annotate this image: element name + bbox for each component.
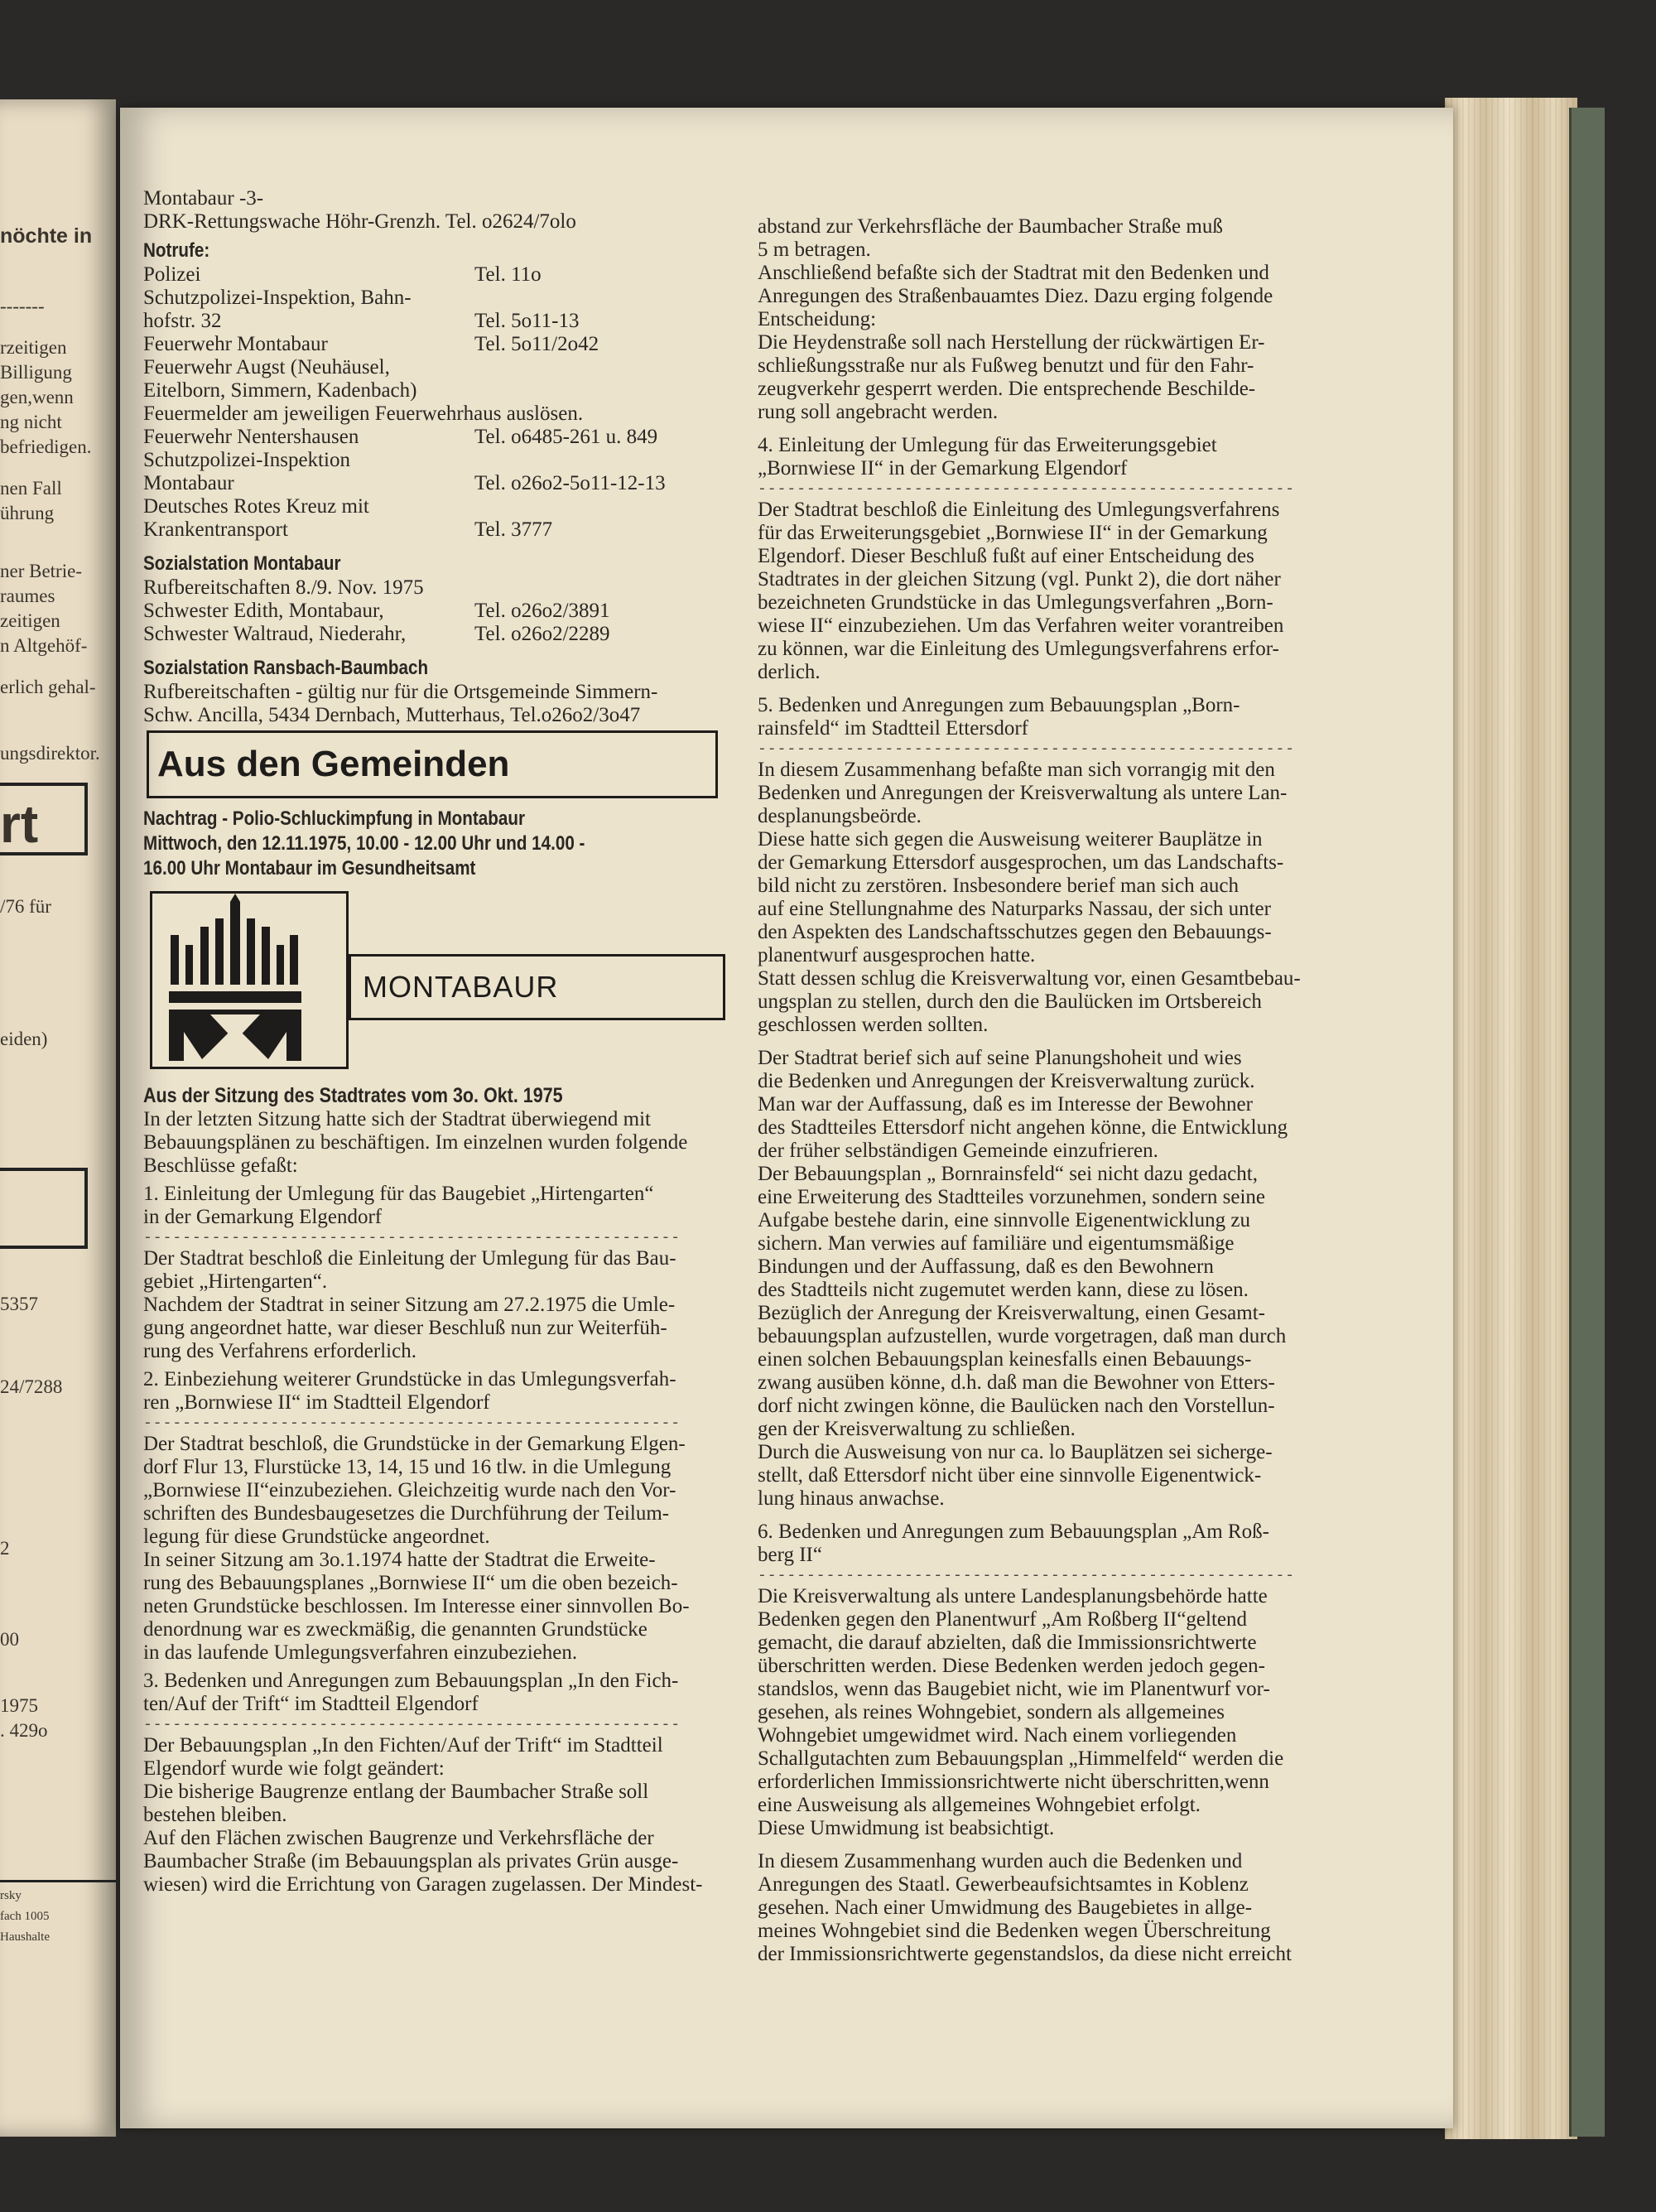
text-line: stellt, daß Ettersdorf nicht über eine sinnvolle Eigenentwick- xyxy=(758,1464,1262,1487)
section-title: Aus den Gemeinden xyxy=(157,744,510,784)
item1-body xyxy=(143,1247,773,1363)
left-page-fragment: rzeitigen xyxy=(0,337,67,358)
sozialstation-ransbach-list xyxy=(143,681,773,727)
contact-label: Feuerwehr Nentershausen xyxy=(143,426,359,448)
text-line: Bedenken gegen den Planentwurf „Am Roßberg II“geltend xyxy=(758,1608,1248,1631)
item-title-line: rainsfeld“ im Stadtteil Ettersdorf xyxy=(758,717,1028,740)
left-page-fragment: nöchte in xyxy=(0,224,93,248)
left-page-fragment: ungsdirektor. xyxy=(0,743,100,764)
item-title-line: 3. Bedenken und Anregungen zum Bebauungsplan „In den Fich- xyxy=(143,1670,679,1692)
text-line: des Stadtteils nicht zugemutet werden kann, diese zu lösen. xyxy=(758,1279,1249,1301)
item4-title xyxy=(758,434,1366,480)
text-line: Der Stadtrat beschloß die Einleitung des Umlegungsverfahrens xyxy=(758,499,1280,521)
item2-body xyxy=(143,1433,773,1665)
item-title-line: ren „Bornwiese II“ im Stadtteil Elgendorf xyxy=(143,1391,490,1414)
divider: ------------------------------------------------------- xyxy=(758,741,1296,758)
notice-line: 16.00 Uhr Montabaur im Gesundheitsamt xyxy=(143,857,476,879)
text-line: Schw. Ancilla, 5434 Dernbach, Mutterhaus, Tel.o26o2/3o47 xyxy=(143,704,641,726)
phone-number: Tel. 5o11-13 xyxy=(474,310,580,332)
text-line: Bezüglich der Anregung der Kreisverwaltung, einen Gesamt- xyxy=(758,1302,1265,1324)
contact-label: Feuerwehr Augst (Neuhäusel, xyxy=(143,356,390,378)
contact-row xyxy=(143,600,773,623)
town-name: MONTABAUR xyxy=(363,970,559,1004)
item-title-line: 5. Bedenken und Anregungen zum Bebauungsplan „Born- xyxy=(758,694,1240,716)
text-line: Wohngebiet umgewidmet wird. Nach einem vorliegenden xyxy=(758,1724,1237,1747)
town-name-box xyxy=(349,954,725,1020)
text-line: bebauungsplan aufzustellen, wurde vorgetragen, daß man durch xyxy=(758,1325,1287,1347)
notrufe-heading: Notrufe: xyxy=(143,239,210,262)
notrufe-list xyxy=(143,263,773,542)
left-page-fragment: . 429o xyxy=(0,1720,48,1741)
text-line: gen der Kreisverwaltung zu schließen. xyxy=(758,1418,1076,1440)
text-line: meines Wohngebiet sind die Bedenken wegen Überschreitung xyxy=(758,1920,1271,1942)
text-line: zu können, war die Einleitung des Umlegungsverfahrens erfor- xyxy=(758,638,1279,660)
text-line: überschritten werden. Diese Bedenken werden jedoch gegen- xyxy=(758,1655,1265,1677)
text-line: wiesen) wird die Errichtung von Garagen zugelassen. Der Mindest- xyxy=(143,1873,703,1896)
text-line: 5 m betragen. xyxy=(758,239,871,261)
phone-number: Tel. 5o11/2o42 xyxy=(474,333,599,355)
text-line: dorf Flur 13, Flurstücke 13, 14, 15 und 16 tlw. in die Umlegung xyxy=(143,1456,672,1478)
castle-logo-icon xyxy=(152,894,346,1067)
page-header xyxy=(143,187,773,234)
sitzung-heading: Aus der Sitzung des Stadtrates vom 3o. Okt. 1975 xyxy=(143,1084,563,1107)
contact-label: Feuermelder am jeweiligen Feuerwehrhaus auslösen. xyxy=(143,402,584,425)
item2-title xyxy=(143,1368,773,1414)
text-line: legung für diese Grundstücke angeordnet. xyxy=(143,1525,490,1548)
contact-row xyxy=(143,287,773,310)
divider: ------------------------------------------------------- xyxy=(758,481,1296,498)
phone-number: Tel. 11o xyxy=(474,263,542,286)
item-title-line: „Bornwiese II“ in der Gemarkung Elgendorf xyxy=(758,457,1128,480)
left-column xyxy=(143,187,773,1896)
text-line: bild nicht zu zerstören. Insbesondere berief man sich auch xyxy=(758,875,1240,897)
item5-body-part1 xyxy=(758,759,1366,1037)
item-title-line: berg II“ xyxy=(758,1544,822,1566)
item3-body xyxy=(143,1734,773,1896)
text-line: Der Stadtrat beschloß, die Grundstücke in der Gemarkung Elgen- xyxy=(143,1433,686,1455)
text-line: Stadtrates in der gleichen Sitzung (vgl. Punkt 2), die dort näher xyxy=(758,568,1281,590)
text-line: der Gemarkung Ettersdorf ausgesprochen, um das Landschafts- xyxy=(758,851,1284,874)
text-line: abstand zur Verkehrsfläche der Baumbacher Straße muß xyxy=(758,215,1223,238)
header-line: DRK-Rettungswache Höhr-Grenzh. Tel. o2624/7olo xyxy=(143,210,576,233)
left-page-fragment: 24/7288 xyxy=(0,1376,63,1397)
town-logo xyxy=(150,891,349,1069)
contact-label: Schwester Waltraud, Niederahr, xyxy=(143,623,407,645)
text-line: Der Stadtrat beschloß die Einleitung der Umlegung für das Bau- xyxy=(143,1247,676,1270)
left-page-rule xyxy=(0,1880,116,1882)
page-stack-edge xyxy=(1445,98,1577,2139)
text-line: Aufgabe bestehe darin, eine sinnvolle Eigenentwicklung zu xyxy=(758,1209,1250,1231)
contact-row xyxy=(143,333,773,356)
sozialstation-montabaur-heading: Sozialstation Montabaur xyxy=(143,552,341,575)
text-line: neten Grundstücke beschlossen. Im Interesse einer sinnvollen Bo- xyxy=(143,1595,690,1617)
left-page-fragment: ner Betrie- xyxy=(0,561,82,581)
text-line: rung soll angebracht werden. xyxy=(758,401,999,423)
text-line: zwang ausüben könne, d.h. daß man die Bewohner von Etters- xyxy=(758,1371,1275,1394)
phone-number: Tel. o26o2-5o11-12-13 xyxy=(474,472,666,494)
left-page-fragment: eiden) xyxy=(0,1029,48,1049)
text-line: Anregungen des Straßenbauamtes Diez. Dazu erging folgende xyxy=(758,285,1273,307)
text-line: sichern. Man verwies auf familiäre und eigentumsmäßige xyxy=(758,1232,1235,1255)
text-line: für das Erweiterungsgebiet „Bornwiese II“ in der Gemarkung xyxy=(758,522,1268,544)
contact-label: Schutzpolizei-Inspektion, Bahn- xyxy=(143,287,412,309)
item6-title xyxy=(758,1520,1366,1567)
left-page-fragment: ------- xyxy=(0,296,45,316)
text-line: Der Stadtrat berief sich auf seine Planungshoheit und wies xyxy=(758,1047,1242,1069)
contact-row xyxy=(143,518,773,542)
contact-label: Montabaur xyxy=(143,472,234,494)
item-title-line: 2. Einbeziehung weiterer Grundstücke in das Umlegungsverfah- xyxy=(143,1368,676,1390)
text-line: Die Kreisverwaltung als untere Landesplanungsbehörde hatte xyxy=(758,1585,1268,1607)
text-line: auf eine Stellungnahme des Naturparks Nassau, der sich unter xyxy=(758,898,1271,920)
text-line: Die Heydenstraße soll nach Herstellung der rückwärtigen Er- xyxy=(758,331,1265,354)
item-title-line: 4. Einleitung der Umlegung für das Erweiterungsgebiet xyxy=(758,434,1217,456)
item1-title xyxy=(143,1183,773,1229)
left-page-fragment: befriedigen. xyxy=(0,436,92,457)
sozialstation-montabaur-list xyxy=(143,576,773,646)
left-page-fragment: Billigung xyxy=(0,362,72,383)
text-line: Nachdem der Stadtrat in seiner Sitzung am 27.2.1975 die Umle- xyxy=(143,1294,676,1316)
text-line: erforderlichen Immissionsrichtwerte nicht überschritten,wenn xyxy=(758,1771,1269,1793)
text-line: die Bedenken und Anregungen der Kreisverwaltung zurück. xyxy=(758,1070,1255,1092)
contact-row xyxy=(143,379,773,402)
divider: ------------------------------------------------------- xyxy=(143,1717,681,1733)
item-title-line: 1. Einleitung der Umlegung für das Baugebiet „Hirtengarten“ xyxy=(143,1183,654,1205)
phone-number: Tel. 3777 xyxy=(474,518,553,541)
text-line: Elgendorf. Dieser Beschluß fußt auf einer Entscheidung des xyxy=(758,545,1254,567)
item6-body-part1 xyxy=(758,1585,1366,1840)
text-line: gung angeordnet hatte, war dieser Beschluß nun zur Weiterfüh- xyxy=(143,1317,667,1339)
text-line: In diesem Zusammenhang befaßte man sich vorrangig mit den xyxy=(758,759,1275,781)
text-line: Anschließend befaßte sich der Stadtrat mit den Bedenken und xyxy=(758,262,1269,284)
left-page-fragment: Haushalte xyxy=(0,1930,50,1944)
contact-row xyxy=(143,402,773,426)
text-line: ungsplan zu stellen, durch den die Baulücken im Ortsbereich xyxy=(758,990,1262,1013)
left-page-fragment: n Altgehöf- xyxy=(0,635,88,656)
header-line: Montabaur -3- xyxy=(143,187,264,210)
item3-title xyxy=(143,1670,773,1716)
left-page-fragment: raumes xyxy=(0,586,55,606)
left-page-fragment: rsky xyxy=(0,1889,22,1902)
text-line: „Bornwiese II“einzubeziehen. Gleichzeitig wurde nach den Vor- xyxy=(143,1479,676,1501)
left-page-fragment: gen,wenn xyxy=(0,387,74,407)
item-title-line: 6. Bedenken und Anregungen zum Bebauungsplan „Am Roß- xyxy=(758,1520,1269,1543)
text-line: In seiner Sitzung am 3o.1.1974 hatte der Stadtrat die Erweite- xyxy=(143,1549,656,1571)
text-line: Bindungen und der Auffassung, daß es den Bewohnern xyxy=(758,1255,1214,1278)
phone-number: Tel. o6485-261 u. 849 xyxy=(474,426,658,448)
contact-label: Eitelborn, Simmern, Kadenbach) xyxy=(143,379,417,402)
notice-line: Nachtrag - Polio-Schluckimpfung in Montabaur xyxy=(143,807,525,830)
divider: ------------------------------------------------------- xyxy=(143,1415,681,1432)
text-line: Auf den Flächen zwischen Baugrenze und Verkehrsfläche der xyxy=(143,1827,654,1849)
text-line: Rufbereitschaften - gültig nur für die Ortsgemeinde Simmern- xyxy=(143,681,658,703)
left-page-box xyxy=(0,1168,88,1249)
text-line: Entscheidung: xyxy=(758,308,877,330)
contact-label: Rufbereitschaften 8./9. Nov. 1975 xyxy=(143,576,424,599)
text-line: eine Ausweisung als allgemeines Wohngebiet erfolgt. xyxy=(758,1794,1201,1816)
text-line: bestehen bleiben. xyxy=(143,1804,287,1826)
left-page-fragment: ührung xyxy=(0,503,55,523)
text-line: standslos, wenn das Baugebiet nicht, wie im Planentwurf vor- xyxy=(758,1678,1270,1700)
text-line: derlich. xyxy=(758,661,821,683)
left-page-fragment: 2 xyxy=(0,1538,10,1559)
text-line: gesehen, als reines Wohngebiet, sondern als allgemeines xyxy=(758,1701,1225,1723)
contact-row xyxy=(143,576,773,600)
text-line: Man war der Auffassung, daß es im Interesse der Bewohner xyxy=(758,1093,1253,1116)
sitzung-intro xyxy=(143,1108,773,1178)
text-line: Die bisherige Baugrenze entlang der Baumbacher Straße soll xyxy=(143,1781,649,1803)
text-line: einen solchen Bebauungsplan keinesfalls einen Bebauungs- xyxy=(758,1348,1252,1371)
text-line: Beschlüsse gefaßt: xyxy=(143,1154,298,1177)
item5-body-part2 xyxy=(758,1047,1366,1511)
text-line: Anregungen des Staatl. Gewerbeaufsichtsamtes in Koblenz xyxy=(758,1873,1249,1896)
contact-label: Schwester Edith, Montabaur, xyxy=(143,600,384,622)
text-line: Bebauungsplänen zu beschäftigen. Im einzelnen wurden folgende xyxy=(143,1131,688,1154)
divider: ------------------------------------------------------- xyxy=(758,1568,1296,1584)
right-column xyxy=(758,215,1366,1966)
section-title-box xyxy=(147,730,718,798)
text-line: den Aspekten des Landschaftsschutzes gegen den Bebauungs- xyxy=(758,921,1272,943)
contact-label: Deutsches Rotes Kreuz mit xyxy=(143,495,369,518)
item6-body-part2 xyxy=(758,1850,1366,1966)
text-line: rung des Verfahrens erforderlich. xyxy=(143,1340,416,1362)
text-line: bezeichneten Grundstücke in das Umlegungsverfahren „Born- xyxy=(758,591,1273,614)
left-page-fragment: 5357 xyxy=(0,1294,38,1314)
text-line: Der Bebauungsplan „In den Fichten/Auf der Trift“ im Stadtteil xyxy=(143,1734,663,1757)
contact-row xyxy=(143,623,773,646)
contact-row xyxy=(143,356,773,379)
left-page-fragment: 00 xyxy=(0,1629,19,1650)
text-line: des Stadtteiles Ettersdorf nicht angehen könne, die Entwicklung xyxy=(758,1116,1288,1139)
text-line: Elgendorf wurde wie folgt geändert: xyxy=(143,1757,445,1780)
town-banner xyxy=(143,891,773,1032)
text-line: Diese Umwidmung ist beabsichtigt. xyxy=(758,1817,1055,1839)
text-line: In diesem Zusammenhang wurden auch die Bedenken und xyxy=(758,1850,1243,1872)
text-line: Diese hatte sich gegen die Ausweisung weiterer Bauplätze in xyxy=(758,828,1263,851)
text-line: Baumbacher Straße (im Bebauungsplan als privates Grün ausge- xyxy=(143,1850,679,1872)
text-line: denordnung war es zweckmäßig, die genannten Grundstücke xyxy=(143,1618,647,1641)
left-page-fragment: zeitigen xyxy=(0,610,60,631)
sozialstation-ransbach-heading: Sozialstation Ransbach-Baumbach xyxy=(143,657,429,679)
left-page-fragment: nen Fall xyxy=(0,478,62,499)
left-page-fragment: erlich gehal- xyxy=(0,677,96,697)
contact-label: Krankentransport xyxy=(143,518,288,541)
item4-body xyxy=(758,499,1366,684)
contact-row xyxy=(143,426,773,449)
left-page-fragment: rt xyxy=(0,794,39,854)
text-line: Der Bebauungsplan „ Bornrainsfeld“ sei nicht dazu gedacht, xyxy=(758,1163,1258,1185)
contact-label: Schutzpolizei-Inspektion xyxy=(143,449,350,471)
text-line: In der letzten Sitzung hatte sich der Stadtrat überwiegend mit xyxy=(143,1108,652,1130)
item-title-line: in der Gemarkung Elgendorf xyxy=(143,1206,383,1228)
text-line: gesehen. Nach einer Umwidmung des Baugebietes in allge- xyxy=(758,1896,1253,1919)
text-line: Durch die Ausweisung von nur ca. lo Bauplätzen sei sicherge- xyxy=(758,1441,1273,1463)
text-line: schriften des Bundesbaugesetzes die Durchführung der Teilum- xyxy=(143,1502,670,1525)
document-page xyxy=(120,108,1453,2128)
text-line: Bedenken und Anregungen der Kreisverwaltung als untere Lan- xyxy=(758,782,1288,804)
left-page-fragment: ng nicht xyxy=(0,412,62,432)
contact-row xyxy=(143,310,773,333)
text-line: wiese II“ einzubeziehen. Um das Verfahren weiter vorantreiben xyxy=(758,614,1284,637)
left-page-box xyxy=(0,783,88,855)
text-line: schließungsstraße nur als Fußweg benutzt und für den Fahr- xyxy=(758,354,1254,377)
notice-line: Mittwoch, den 12.11.1975, 10.00 - 12.00 Uhr und 14.00 - xyxy=(143,832,585,855)
item-title-line: ten/Auf der Trift“ im Stadtteil Elgendorf xyxy=(143,1693,479,1715)
text-line: planentwurf ausgesprochen hatte. xyxy=(758,944,1036,966)
item5-title xyxy=(758,694,1366,740)
book-cover xyxy=(1569,108,1605,2137)
phone-number: Tel. o26o2/3891 xyxy=(474,600,610,622)
text-line: gebiet „Hirtengarten“. xyxy=(143,1270,328,1293)
text-line: gemacht, die darauf abzielten, daß die Immissionsrichtwerte xyxy=(758,1631,1257,1654)
contact-label: Feuerwehr Montabaur xyxy=(143,333,328,355)
text-line: in das laufende Umlegungsverfahren einzubeziehen. xyxy=(143,1641,578,1664)
divider: ------------------------------------------------------- xyxy=(143,1230,681,1246)
text-line: eine Erweiterung des Stadtteiles vorzunehmen, sondern seine xyxy=(758,1186,1266,1208)
text-line: der früher selbständigen Gemeinde einzufrieren. xyxy=(758,1140,1158,1162)
text-line: zeugverkehr gesperrt werden. Die entsprechende Beschilde- xyxy=(758,378,1256,400)
text-line: lung hinaus anwachse. xyxy=(758,1487,945,1510)
left-page-fragment: /76 für xyxy=(0,896,51,917)
continued-text xyxy=(758,215,1366,424)
contact-label: Polizei xyxy=(143,263,201,286)
text-line: der Immissionsrichtwerte gegenstandslos, da diese nicht erreicht xyxy=(758,1943,1292,1965)
text-line: Statt dessen schlug die Kreisverwaltung vor, einen Gesamtbebau- xyxy=(758,967,1301,990)
contact-label: hofstr. 32 xyxy=(143,310,222,332)
contact-row xyxy=(143,495,773,518)
nachtrag-notice xyxy=(143,807,773,881)
left-page-fragment: 1975 xyxy=(0,1695,38,1716)
text-line: desplanungsbeörde. xyxy=(758,805,922,827)
text-line: rung des Bebauungsplanes „Bornwiese II“ um die oben bezeich- xyxy=(143,1572,678,1594)
text-line: Schallgutachten zum Bebauungsplan „Himmelfeld“ werden die xyxy=(758,1747,1284,1770)
left-page-edge xyxy=(0,99,116,2137)
text-line: dorf nicht zwingen könne, die Baulücken nach den Vorstellun- xyxy=(758,1395,1275,1417)
contact-row xyxy=(143,472,773,495)
contact-row xyxy=(143,263,773,287)
phone-number: Tel. o26o2/2289 xyxy=(474,623,610,645)
left-page-fragment: fach 1005 xyxy=(0,1910,50,1923)
contact-row xyxy=(143,449,773,472)
text-line: geschlossen werden sollten. xyxy=(758,1014,989,1036)
